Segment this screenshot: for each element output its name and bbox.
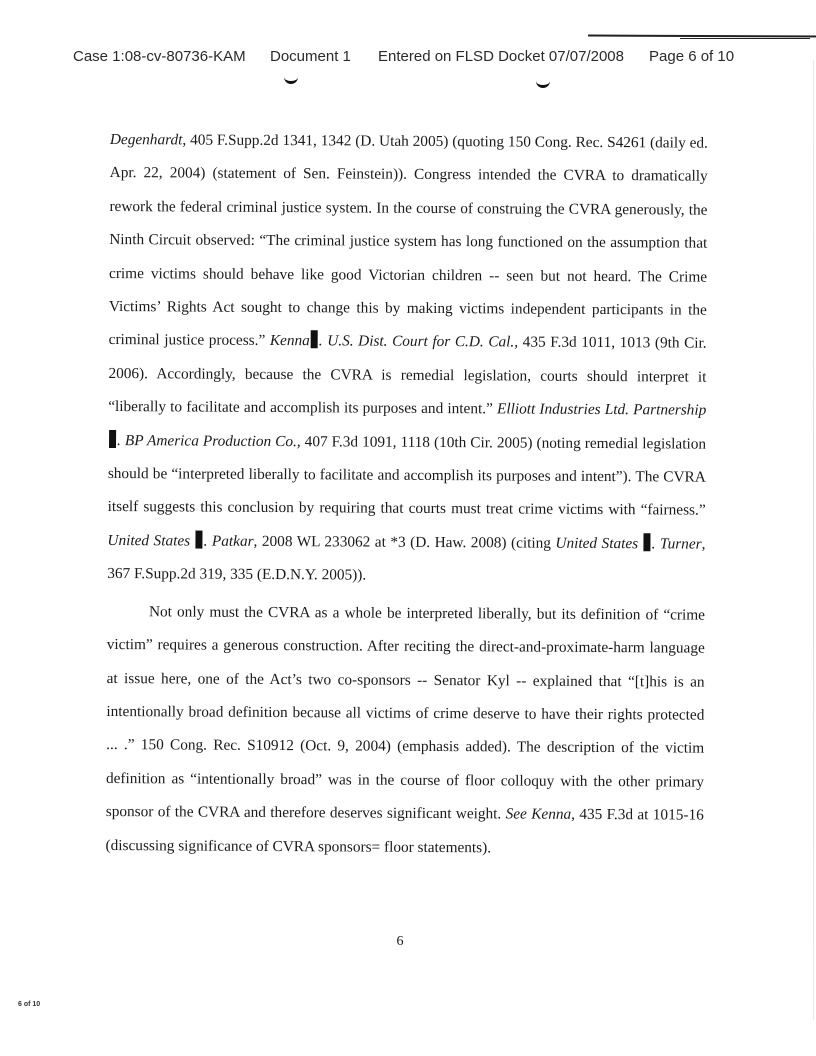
redaction-mark: [109, 430, 116, 448]
entered-on-docket: Entered on FLSD Docket 07/07/2008: [378, 48, 624, 65]
redaction-mark: [196, 530, 203, 548]
case-citation: . U.S. Dist. Court for C.D. Cal.,: [318, 332, 519, 351]
paragraph-text: 407 F.3d 1091, 1118 (10th Cir. 2005) (noting remedial legislation should be “interpreted liberally to facilitate and accomplish its purposes and intent”). The CVRA itself suggests this conclusion by requiring that courts must treat crime victims with “fairness.”: [107, 432, 707, 520]
header-rule-secondary: [680, 38, 810, 39]
page-number: 6: [396, 934, 404, 949]
case-citation: United States: [107, 531, 191, 550]
case-number: Case 1:08-cv-80736-KAM: [73, 48, 246, 65]
case-citation: . Turner: [651, 535, 702, 553]
paragraph-text: 435 F.3d 1011, 1013 (9th Cir. 2006). Accordingly, because the CVRA is remedial legislation, courts should interpret it “liberally to facilitate and accomplish its purposes and intent.”: [108, 333, 707, 418]
punch-mark: [284, 75, 298, 84]
paragraph: [107, 123, 708, 594]
case-citation: . BP America Production Co.,: [117, 431, 301, 450]
docket-header: [73, 48, 793, 68]
case-citation: Degenhardt: [109, 130, 183, 149]
paragraph-text: , 2008 WL 233062 at *3 (D. Haw. 2008) (citing: [253, 532, 556, 552]
case-citation: See Kenna: [505, 805, 572, 823]
paragraph-text: , 367 F.Supp.2d 319, 335 (E.D.N.Y. 2005)).: [107, 535, 706, 584]
paragraph-text: Not only must the CVRA as a whole be interpreted liberally, but its definition of “crime victim” requires a generous construction. After reciting the direct-and-proximate-harm language at issue here, one of the Act’s two co-sponsors -- Senator Kyl -- explained that “[t]his is an intentionally broad definition because all victims of crime deserve to have their rights protected ... .” 150 Cong. Rec. S10912 (Oct. 9, 2004) (emphasis added). The description of the victim definition as “intentionally broad” was in the course of floor colloquy with the other primary sponsor of the CVRA and therefore deserves significant weight.: [105, 602, 706, 823]
case-citation: Kenna: [269, 332, 310, 350]
footer-page-count: 6 of 10: [18, 1001, 41, 1008]
case-citation: United States: [555, 534, 639, 553]
paragraph-text: , 405 F.Supp.2d 1341, 1342 (D. Utah 2005) (quoting 150 Cong. Rec. S4261 (daily ed. Apr. 22, 2004) (statement of Sen. Feinstein)). Congress intended the CVRA to dramatically rework the federal criminal justice system. In the course of construing the CVRA generously, the Ninth Circuit observed: “The criminal justice system has long functioned on the assumption that crime victims should behave like good Victorian children -- seen but not heard. The Crime Victims’ Rights Act sought to change this by making victims independent participants in the criminal justice process.”: [108, 131, 708, 350]
page-of-pages: Page 6 of 10: [649, 48, 735, 65]
document-number: Document 1: [270, 48, 351, 65]
paragraph: [105, 595, 705, 866]
redaction-mark: [311, 331, 318, 349]
scan-edge: [813, 60, 814, 1020]
redaction-mark: [644, 533, 651, 551]
case-citation: . Patkar: [203, 532, 254, 550]
punch-mark: [536, 79, 550, 88]
document-body: [105, 123, 708, 866]
paragraph-text: , 435 F.3d at 1015-16 (discussing significance of CVRA sponsors= floor statements).: [105, 805, 704, 856]
case-citation: Elliott Industries Ltd. Partnership: [496, 400, 707, 419]
